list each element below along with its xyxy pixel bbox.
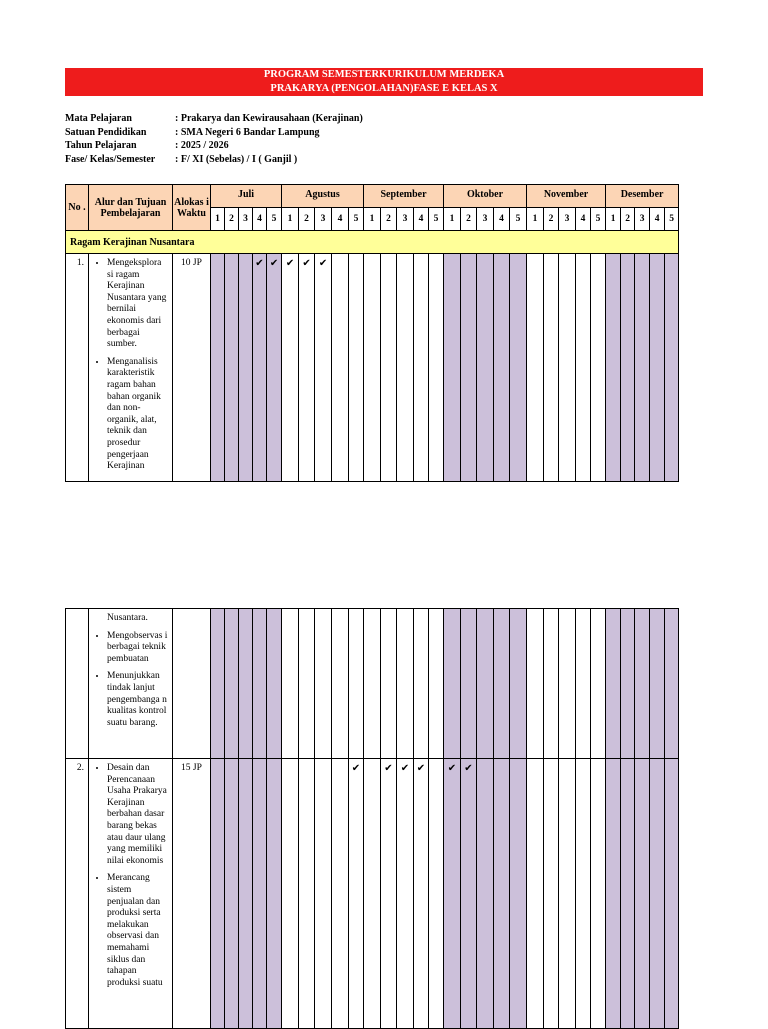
week-cell: [444, 254, 461, 482]
week-cell: [461, 609, 477, 759]
week-cell: [429, 609, 444, 759]
week-cell: [211, 254, 225, 482]
week-number: 2: [381, 208, 397, 231]
week-number: 4: [576, 208, 591, 231]
row-allocation-empty: [173, 609, 211, 759]
week-cell: [621, 254, 635, 482]
week-number: 1: [282, 208, 299, 231]
check-mark: ✔: [285, 258, 295, 269]
week-number: 1: [364, 208, 381, 231]
objective-item: • Menunjukkan tindak lanjut pengembanga n kualitas kontrol suatu barang.: [107, 671, 170, 729]
week-cell: [559, 759, 576, 1029]
week-cell: [591, 609, 606, 759]
week-cell: [267, 609, 282, 759]
week-cell: [635, 254, 650, 482]
week-cell: [665, 759, 679, 1029]
check-mark: ✔: [302, 258, 311, 269]
week-number: 2: [225, 208, 239, 231]
week-number: 4: [414, 208, 429, 231]
month-header: September: [364, 185, 444, 208]
week-cell: [282, 609, 299, 759]
week-cell: [559, 254, 576, 482]
week-number: 5: [665, 208, 679, 231]
objective-item: • Mengeksplora si ragam Kerajinan Nusantara yang bernilai ekonomis dari berbagai sumber.: [107, 258, 170, 351]
week-cell: [381, 254, 397, 482]
week-cell: [299, 759, 315, 1029]
header-no: No .: [66, 185, 89, 231]
meta-row: [65, 112, 363, 126]
week-cell: [364, 609, 381, 759]
document-meta: [65, 112, 363, 166]
week-cell: [544, 254, 559, 482]
week-cell: [282, 759, 299, 1029]
week-number: 3: [315, 208, 332, 231]
week-cell: [253, 254, 267, 482]
week-cell: [414, 609, 429, 759]
week-cell: [253, 759, 267, 1029]
week-cell: [477, 254, 494, 482]
week-cell: [461, 254, 477, 482]
week-cell: [544, 609, 559, 759]
week-cell: [494, 759, 510, 1029]
meta-row: [65, 139, 363, 153]
continued-text: Nusantara.: [107, 613, 148, 623]
week-cell: [267, 759, 282, 1029]
week-number: 4: [494, 208, 510, 231]
week-cell: [397, 254, 414, 482]
week-cell: [211, 759, 225, 1029]
week-cell: [635, 609, 650, 759]
header-alur: Alur dan Tujuan Pembelajaran: [89, 185, 173, 231]
week-number: 5: [591, 208, 606, 231]
week-cell: [494, 609, 510, 759]
week-cell: [429, 254, 444, 482]
objectives-list: [93, 763, 170, 989]
week-number: 2: [621, 208, 635, 231]
week-cell: [315, 759, 332, 1029]
objectives-list: [93, 631, 170, 730]
week-cell: [606, 609, 621, 759]
week-cell: [349, 759, 364, 1029]
week-cell: [239, 759, 253, 1029]
check-mark: ✔: [384, 763, 393, 774]
week-cell: [414, 759, 429, 1029]
meta-label: Mata Pelajaran: [65, 113, 132, 124]
title-line-1: PROGRAM SEMESTERKURIKULUM MERDEKA: [263, 69, 505, 80]
week-cell: [510, 759, 527, 1029]
meta-row: [65, 126, 363, 140]
week-number: 3: [635, 208, 650, 231]
week-number: 3: [559, 208, 576, 231]
week-cell: [606, 759, 621, 1029]
week-number: 3: [397, 208, 414, 231]
week-cell: [332, 254, 349, 482]
section-title: Ragam Kerajinan Nusantara: [66, 231, 679, 254]
week-number: 2: [544, 208, 559, 231]
table-row: [66, 759, 679, 1029]
week-cell: [444, 609, 461, 759]
week-cell: [461, 759, 477, 1029]
table-row-continued: [66, 609, 679, 759]
week-cell: [299, 254, 315, 482]
month-header: Juli: [211, 185, 282, 208]
objective-item: • Mengobservas i berbagai teknik pembuatan: [107, 631, 170, 666]
week-cell: [239, 609, 253, 759]
week-cell: [591, 759, 606, 1029]
week-number: 4: [650, 208, 665, 231]
week-cell: [364, 254, 381, 482]
week-cell: [315, 254, 332, 482]
week-cell: [650, 254, 665, 482]
check-mark: ✔: [464, 763, 473, 774]
week-number: 5: [267, 208, 282, 231]
week-cell: [477, 609, 494, 759]
objective-item: • Desain dan Perencanaan Usaha Prakarya Kerajinan berbahan dasar barang bekas atau daur ulang yang memiliki nilai ekonomis: [107, 763, 170, 867]
week-number: 1: [444, 208, 461, 231]
week-cell: [527, 609, 544, 759]
week-number: 1: [527, 208, 544, 231]
week-cell: [332, 609, 349, 759]
row-number: 2.: [66, 759, 89, 1029]
week-number: 4: [253, 208, 267, 231]
meta-value: : 2025 / 2026: [175, 140, 229, 152]
row-description-continued: [89, 609, 173, 759]
week-cell: [527, 759, 544, 1029]
month-header: Desember: [606, 185, 679, 208]
meta-value: : SMA Negeri 6 Bandar Lampung: [175, 126, 320, 138]
week-cell: [527, 254, 544, 482]
week-cell: [510, 609, 527, 759]
document-title-banner: [65, 68, 703, 96]
week-cell: [364, 759, 381, 1029]
row-allocation: 15 JP: [173, 759, 211, 1029]
week-cell: [576, 609, 591, 759]
week-cell: [381, 609, 397, 759]
check-mark: ✔: [447, 763, 457, 774]
meta-label: Satuan Pendidikan: [65, 126, 147, 138]
week-number: 2: [299, 208, 315, 231]
month-header: Oktober: [444, 185, 527, 208]
week-cell: [315, 609, 332, 759]
week-cell: [510, 254, 527, 482]
objectives-list: [93, 258, 170, 473]
week-cell: [477, 759, 494, 1029]
check-mark: ✔: [255, 258, 264, 269]
week-cell: [635, 759, 650, 1029]
week-number: 5: [429, 208, 444, 231]
week-cell: [239, 254, 253, 482]
week-cell: [650, 759, 665, 1029]
week-cell: [591, 254, 606, 482]
semester-schedule-table: [65, 184, 679, 482]
week-cell: [349, 254, 364, 482]
week-cell: [267, 254, 282, 482]
meta-label: Fase/ Kelas/Semester: [65, 153, 156, 165]
week-cell: [621, 609, 635, 759]
week-cell: [332, 759, 349, 1029]
month-header: Agustus: [282, 185, 364, 208]
week-cell: [606, 254, 621, 482]
week-cell: [650, 609, 665, 759]
week-cell: [397, 759, 414, 1029]
title-line-2: PRAKARYA (PENGOLAHAN)FASE E KELAS X: [270, 82, 498, 94]
week-cell: [225, 759, 239, 1029]
week-cell: [559, 609, 576, 759]
week-number: 5: [510, 208, 527, 231]
month-header: November: [527, 185, 606, 208]
week-cell: [429, 759, 444, 1029]
week-cell: [414, 254, 429, 482]
check-mark: ✔: [416, 763, 426, 774]
week-cell: [253, 609, 267, 759]
check-mark: ✔: [400, 763, 410, 774]
week-number: 2: [461, 208, 477, 231]
week-cell: [665, 609, 679, 759]
row-number-empty: [66, 609, 89, 759]
row-allocation: 10 JP: [173, 254, 211, 482]
week-number: 3: [477, 208, 494, 231]
objective-item: • Merancang sistem penjualan dan produksi serta melakukan observasi dan memahami siklus dan tahapan produksi suatu: [107, 873, 170, 989]
check-mark: ✔: [318, 258, 328, 269]
week-cell: [576, 254, 591, 482]
week-cell: [544, 759, 559, 1029]
week-number: 1: [211, 208, 225, 231]
week-cell: [665, 254, 679, 482]
week-cell: [494, 254, 510, 482]
meta-value: : Prakarya dan Kewirausahaan (Kerajinan): [175, 113, 363, 124]
week-cell: [576, 759, 591, 1029]
meta-label: Tahun Pelajaran: [65, 140, 137, 152]
week-cell: [225, 609, 239, 759]
week-cell: [381, 759, 397, 1029]
week-cell: [621, 759, 635, 1029]
table-row: [66, 254, 679, 482]
row-number: 1.: [66, 254, 89, 482]
meta-value: : F/ XI (Sebelas) / I ( Ganjil ): [175, 153, 298, 165]
week-number: 3: [239, 208, 253, 231]
week-cell: [397, 609, 414, 759]
check-mark: ✔: [269, 258, 279, 269]
week-cell: [349, 609, 364, 759]
week-number: 4: [332, 208, 349, 231]
objective-item: • Menganalisis karakteristik ragam bahan bahan organik dan non-organik, alat, teknik dan prosedur pengerjaan Kerajinan: [107, 357, 170, 473]
semester-schedule-table-continued: [65, 608, 679, 1029]
week-cell: [225, 254, 239, 482]
week-cell: [211, 609, 225, 759]
meta-row: [65, 153, 363, 167]
row-description: [89, 759, 173, 1029]
header-alokasi: Alokas i Waktu: [173, 185, 211, 231]
row-description: [89, 254, 173, 482]
week-number: 1: [606, 208, 621, 231]
check-mark: ✔: [351, 763, 361, 774]
week-cell: [282, 254, 299, 482]
week-cell: [299, 609, 315, 759]
week-number: 5: [349, 208, 364, 231]
week-cell: [444, 759, 461, 1029]
